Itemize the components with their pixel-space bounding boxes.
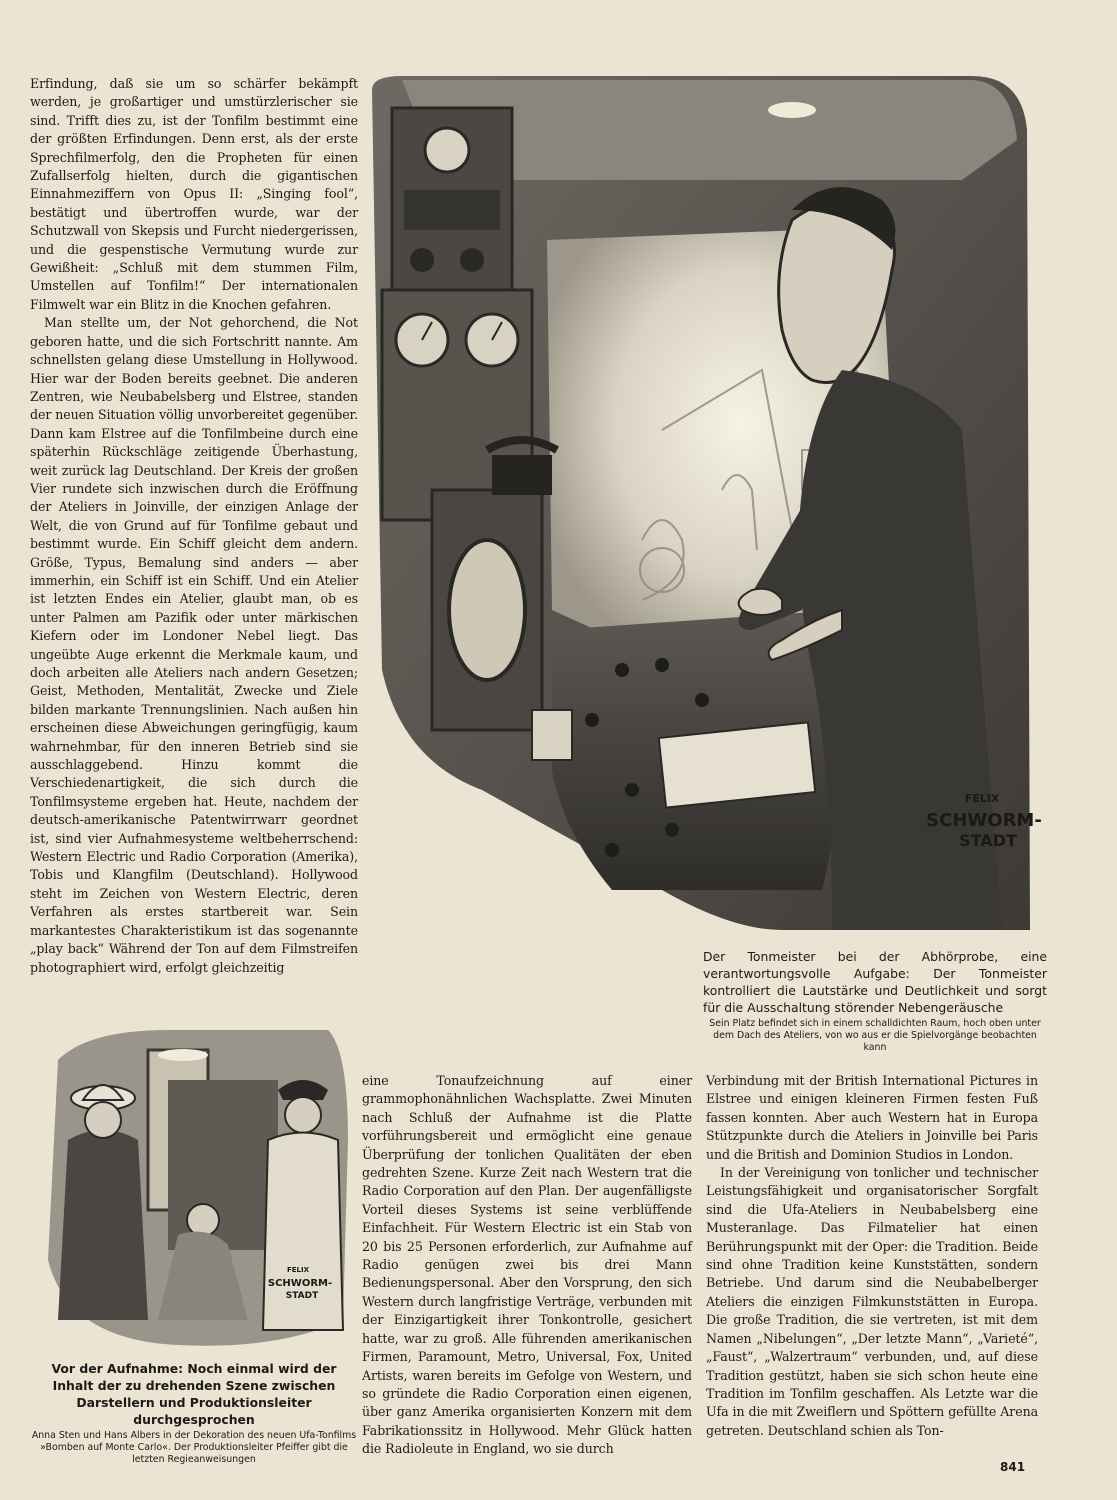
signature-line: FELIX (286, 1266, 310, 1274)
caption-sub: Anna Sten und Hans Albers in der Dekoration des neuen Ufa-Tonfilms »Bomben auf Monte Carlo«. Der Produktionsleiter Pfeiffer gibt die letzten Regieanweisungen (31, 1430, 357, 1465)
small-illustration-caption (30, 1360, 358, 1466)
signature-line: STADT (285, 1291, 319, 1301)
sound-engineer-drawing (362, 70, 1050, 950)
article-column-left (30, 75, 358, 977)
paragraph: Erfindung, daß sie um so schärfer bekämpft werden, je großartiger und umstürzlerischer sie sind. Trifft dies zu, ist der Tonfilm bestimmt eine der größten Erfindungen. Denn erst, als der erste Sprechfilmerfolg, den die Propheten für einen Zufallserfolg hielten, durch die gigantischen Einnahmeziffern von Opus II: „Singing fool“, bestätigt und übertroffen wurde, war der Schutzwall von Skepsis und Furcht niedergerissen, und die gespenstische Vermutung wurde zur Gewißheit: „Schluß mit dem stummen Film, Umstellen auf Tonfilm!“ Der internationalen Filmwelt war ein Blitz in die Knochen gefahren. (30, 76, 358, 312)
paragraph: Man stellte um, der Not gehorchend, die Not geboren hatte, und die sich Fortschritt nannte. Am schnellsten gelang diese Umstellung in Hollywood. Hier war der Boden bereits geebnet. Die anderen Zentren, wie Neubabelsberg und Elstree, standen der neuen Situation völlig unvorbereitet gegenüber. Dann kam Elstree auf die Tonfilmbeine durch eine späterhin Rückschläge zeitigende Überhastung, weit zurück lag Deutschland. Der Kreis der großen Vier rundete sich inzwischen durch die Eröffnung der Ateliers in Joinville, der einzigen Anlage der Welt, die von Grund auf für Tonfilme gebaut und bestimmt wurde. Ein Schiff gleicht dem andern. Größe, Typus, Bemalung sind anders — aber immerhin, ein Schiff ist ein Schiff. Und ein Atelier ist letzten Endes ein Atelier, glaubt man, ob es unter Palmen am Pazifik oder unter märkischen Kiefern oder im Londoner Nebel liegt. Das ungeübte Auge erkennt die Merkmale kaum, und doch arbeiten alle Ateliers nach andern Gesetzen; Geist, Methoden, Mentalität, Zwecke und Ziele bilden markante Trennungslinien. Nach außen hin erscheinen diese Abweichungen geringfügig, kaum wahrnehmbar, für den inneren Betrieb sind sie ausschlaggebend. Hinzu kommt die Verschiedenartigkeit, die sich durch die Tonfilmsysteme ergeben hat. Heute, nachdem der deutsch-amerikanische Patentwirrwarr geordnet ist, sind vier Aufnahmesysteme weltbeherrschend: Western Electric und Radio Corporation (Amerika), Tobis und Klangfilm (Deutschland). Hollywood steht im Zeichen von Western Electric, deren Verfahren als erstes startbereit war. Sein markantestes Charakteristikum ist das sogenannte „play back“ Während der Ton auf dem Filmstreifen photographiert wird, erfolgt gleichzeitig (30, 315, 358, 975)
paragraph: eine Tonaufzeichnung auf einer grammophonähnlichen Wachsplatte. Zwei Minuten nach Schluß der Aufnahme ist die Platte vorführungsbereit und ermöglicht eine genaue Überprüfung der tonlichen Qualitäten der eben gedrehten Szene. Kurze Zeit nach Western trat die Radio Corporation auf den Plan. Der augenfälligste Vorteil dieses Systems ist seine verblüffende Einfachheit. Für Western Electric ist ein Stab von 20 bis 25 Personen erforderlich, zur Aufnahme auf Radio genügen zwei bis drei Mann Bedienungspersonal. Aber den Vorsprung, den sich Western durch langfristige Verträge, verbunden mit der Einzigartigkeit ihrer Tonkontrolle, gesichert hatte, war zu groß. Alle führenden amerikanischen Firmen, Paramount, Metro, Universal, Fox, United Artists, waren bereits im Gefolge von Western, und so gründete die Radio Corporation einen eigenen, über ganz Amerika organisierten Konzern mit dem Fabrikationssitz in Hollywood. Mehr Glück hatten die Radioleute in England, wo sie durch (362, 1073, 692, 1457)
caption-sub: Sein Platz befindet sich in einem schalldichten Raum, hoch oben unter dem Dach des Ateliers, von wo aus er die Spielvorgänge beobachten kann (709, 1018, 1041, 1053)
signature-line: SCHWORM- (926, 810, 1042, 831)
paragraph: In der Vereinigung von tonlicher und technischer Leistungsfähigkeit und organisatorischer Sorgfalt sind die Ufa-Ateliers in Neubabelsberg eine Musteranlage. Das Filmatelier hat einen Berührungspunkt mit der Oper: die Tradition. Beide sind ohne Tradition keine Kunststätten, sondern Betriebe. Und darum sind die Neubabelberger Ateliers die einzigen Filmkunststätten in Europa. Die große Tradition, die sie vertreten, ist mit dem Namen „Nibelungen“, „Der letzte Mann“, „Varieté“, „Faust“, „Walzertraum“ verbunden, und, auf diese Tradition gestützt, haben sie sich schon heute eine Tradition im Tonfilm geschaffen. Als Letzte war die Ufa in die mit Zweiflern und Spöttern gefüllte Arena getreten. Deutschland schien als Ton- (706, 1165, 1038, 1438)
paragraph: Verbindung mit der British International Pictures in Elstree und einigen kleineren Firmen festen Fuß fassen konnten. Aber auch Western hat in Europa Stützpunkte durch die Ateliers in Joinville bei Paris und die British and Dominion Studios in London. (706, 1073, 1038, 1162)
caption-lead: Vor der Aufnahme: Noch einmal wird der Inhalt der zu drehenden Szene zwischen Darstellern und Produktionsleiter durchgesprochen (51, 1361, 337, 1427)
rehearsal-illustration (28, 1020, 358, 1350)
article-column-middle (362, 1072, 692, 1459)
page-number: 841 (1000, 1460, 1026, 1474)
rehearsal-drawing (28, 1020, 358, 1350)
signature-line: STADT (959, 831, 1017, 850)
caption-lead: Der Tonmeister bei der Abhörprobe, eine verantwortungsvolle Aufgabe: Der Tonmeister kontrolliert die Lautstärke und Deutlichkeit und sorgt für die Ausschaltung störender Nebengeräusche (703, 949, 1047, 1015)
article-column-right (706, 1072, 1038, 1440)
signature-line: SCHWORM- (267, 1278, 333, 1289)
signature-line: FELIX (964, 792, 1000, 805)
main-illustration-caption (703, 948, 1047, 1054)
sound-engineer-illustration (362, 70, 1050, 950)
